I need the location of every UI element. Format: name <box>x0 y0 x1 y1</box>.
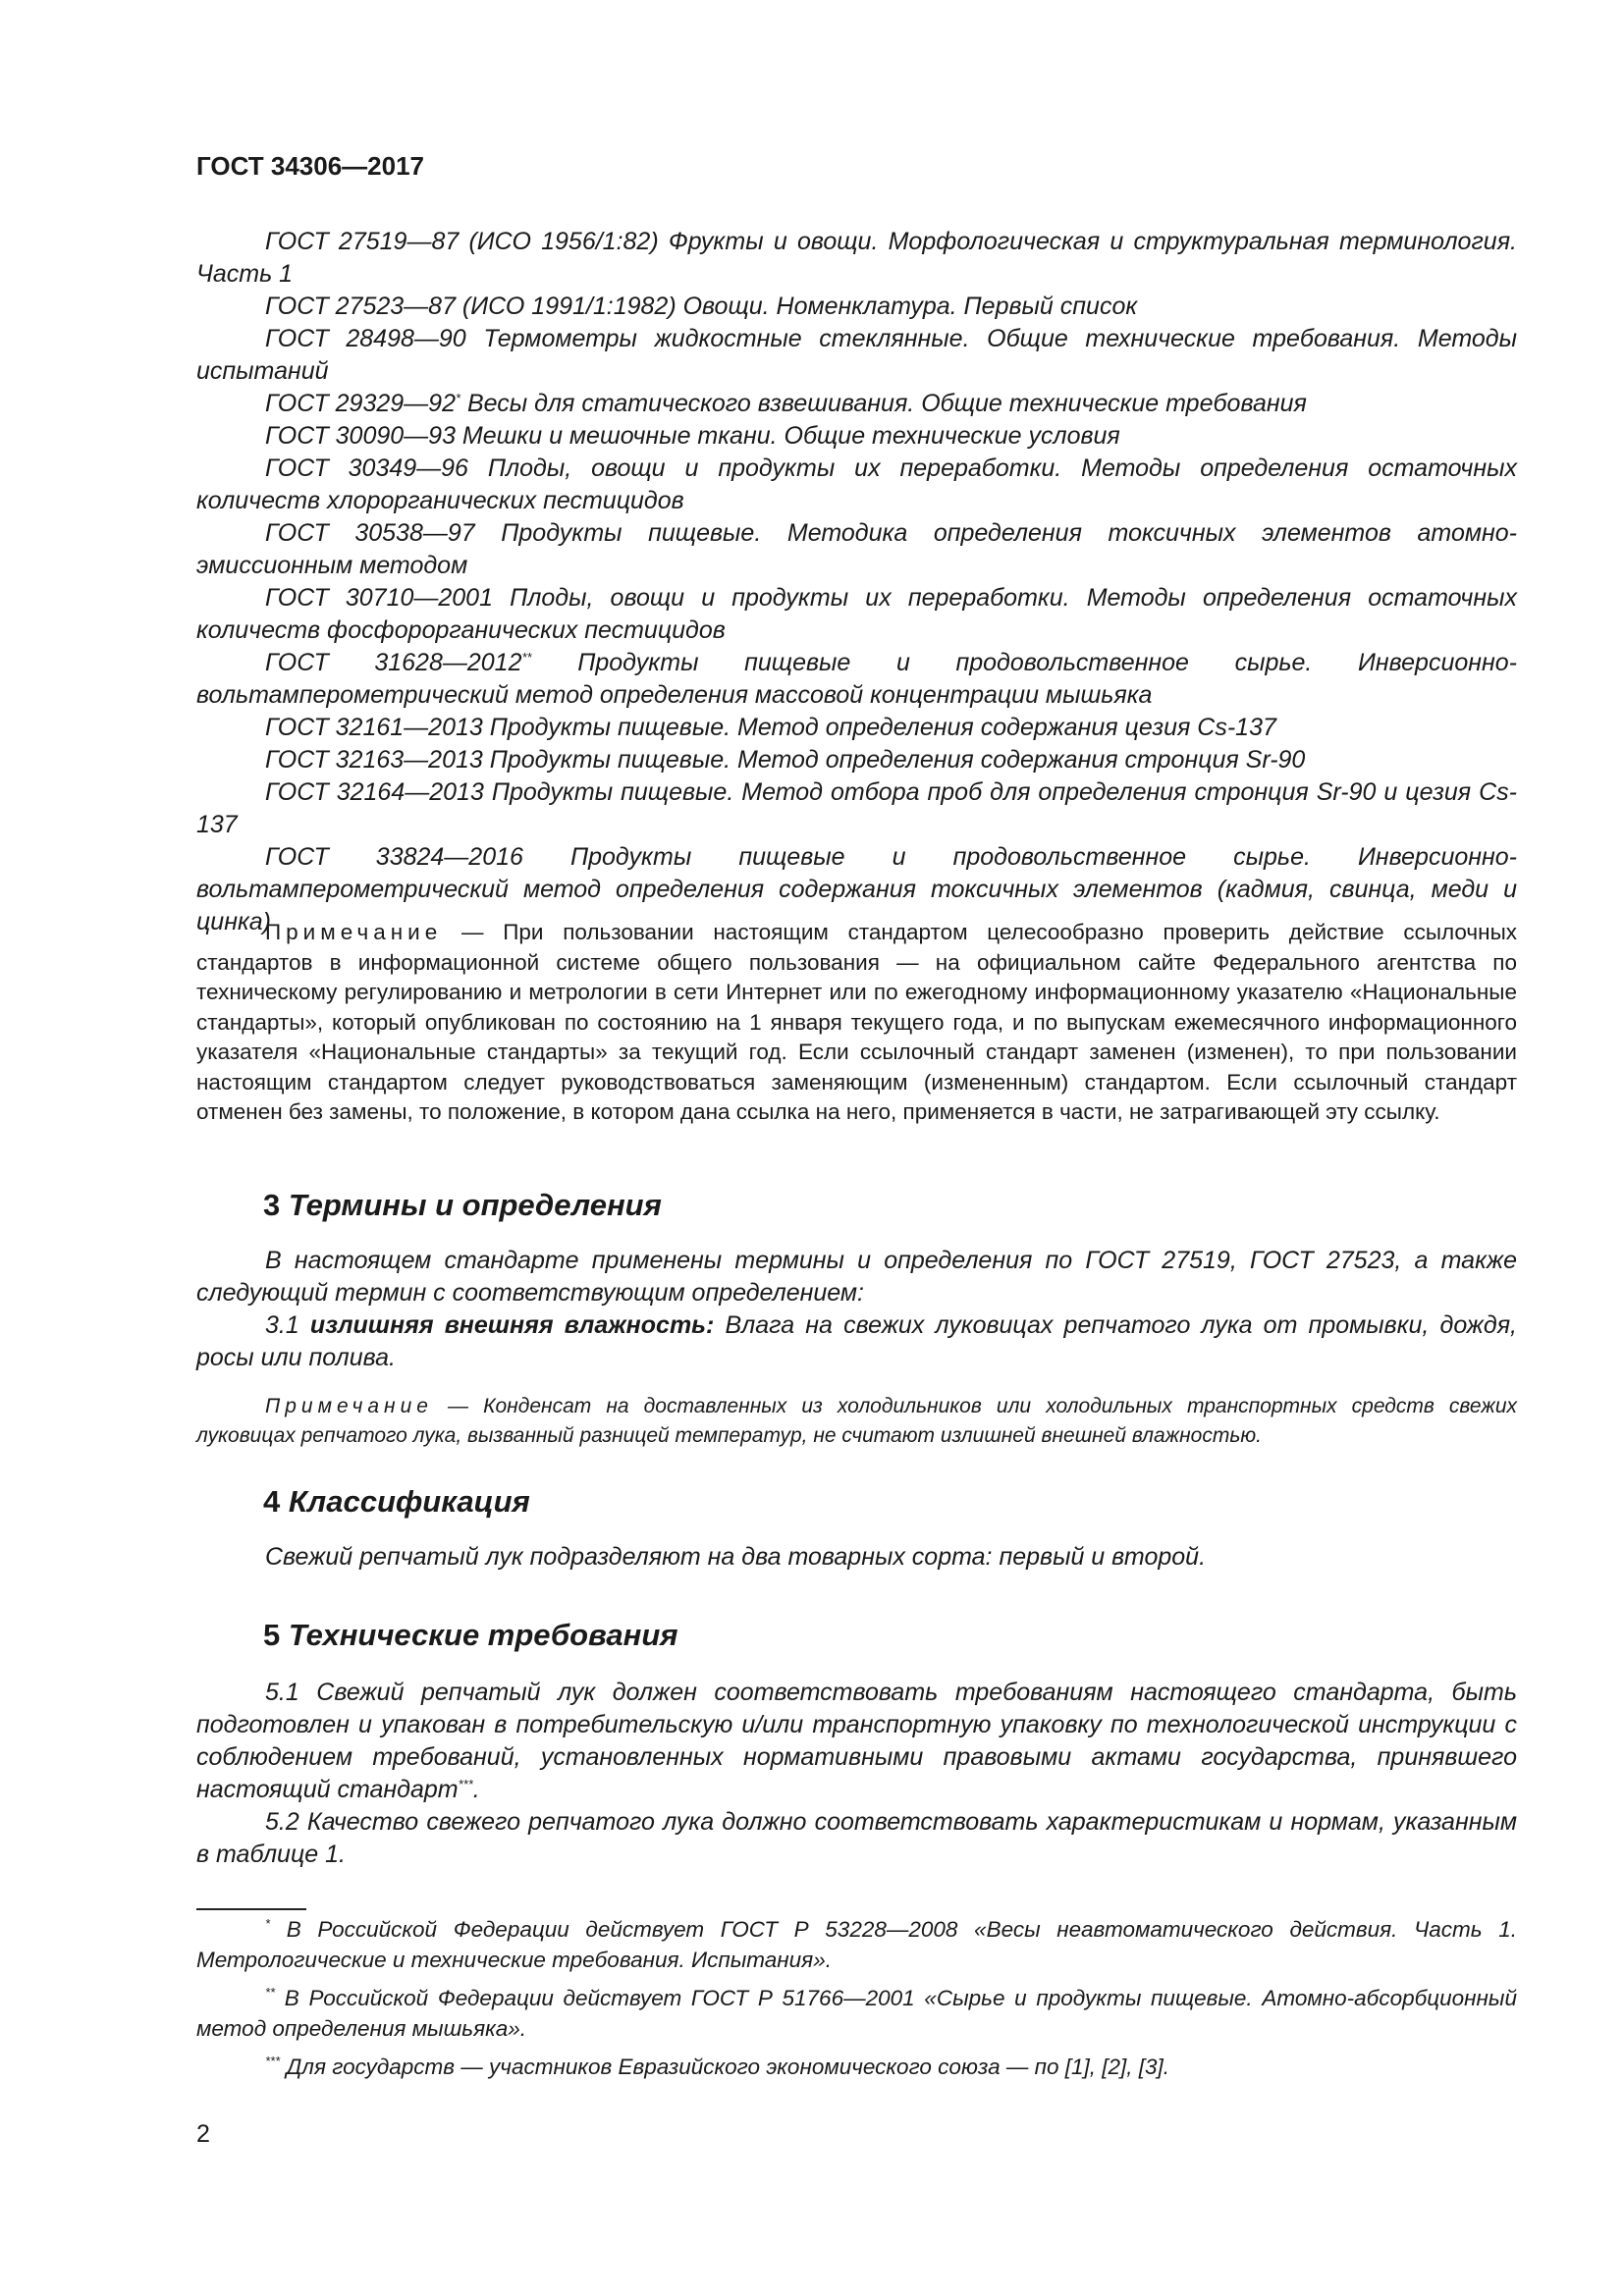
ref-code: ГОСТ 31628—2012 <box>265 649 522 676</box>
section-3-note <box>196 1392 1517 1451</box>
footnote-mark: *** <box>265 2054 281 2068</box>
term-definition <box>196 1309 1517 1374</box>
reference-item: ГОСТ 33824—2016 Продукты пищевые и продовольственное сырье. Инверсионно-вольтамперометрический метод определения содержания токсичных элементов (кадмия, свинца, меди и цинка) <box>196 843 1517 935</box>
reference-item: ГОСТ 30090—93 Мешки и мешочные ткани. Общие технические условия <box>265 422 1120 450</box>
reference-item: ГОСТ 30710—2001 Плоды, овощи и продукты их переработки. Методы определения остаточных количеств фосфорорганических пестицидов <box>196 584 1517 644</box>
section-number: 4 <box>263 1484 281 1519</box>
reference-item: ГОСТ 30538—97 Продукты пищевые. Методика определения токсичных элементов атомно-эмиссионным методом <box>196 519 1517 579</box>
clause-5-2: 5.2 Качество свежего репчатого лука должно соответствовать характеристикам и нормам, указанным в таблице 1. <box>196 1808 1517 1868</box>
references-note <box>196 918 1517 1128</box>
reference-item: ГОСТ 32163—2013 Продукты пищевые. Метод определения содержания стронция Sr-90 <box>265 746 1306 774</box>
ref-code: ГОСТ 29329—92 <box>265 390 456 417</box>
footnote <box>196 2052 1517 2082</box>
footnote-mark: *** <box>458 1777 473 1791</box>
definition: Влага на свежих луковицах репчатого лука от промывки, дождя, росы или полива. <box>196 1311 1517 1371</box>
section-5-heading <box>263 1618 678 1653</box>
section-4-body <box>196 1541 1517 1574</box>
normative-references-list <box>196 226 1517 938</box>
note-label: Примечание <box>265 1395 433 1417</box>
reference-item: ГОСТ 28498—90 Термометры жидкостные стеклянные. Общие технические требования. Методы испытаний <box>196 325 1517 385</box>
section-3-body <box>196 1245 1517 1374</box>
section-3-intro: В настоящем стандарте применены термины и определения по ГОСТ 27519, ГОСТ 27523, а также следующий термин с соответствующим определением: <box>196 1247 1517 1307</box>
page-number: 2 <box>196 2120 210 2148</box>
note-text: — Конденсат на доставленных из холодильников или холодильных транспортных средств свежих луковицах репчатого лука, вызванный разницей температур, не считают излишней внешней влажностью. <box>196 1395 1517 1447</box>
document-header: ГОСТ 34306—2017 <box>196 151 424 181</box>
section-title: Классификация <box>288 1484 530 1519</box>
footnote <box>196 1983 1517 2044</box>
footnote-separator <box>196 1908 306 1910</box>
footnote <box>196 1914 1517 1975</box>
section-number: 3 <box>263 1188 281 1222</box>
footnote-mark: * <box>455 391 461 405</box>
section-4-heading <box>263 1484 530 1520</box>
clause-end: . <box>472 1776 480 1803</box>
clause-5-1 <box>196 1677 1517 1806</box>
ref-title: Весы для статического взвешивания. Общие технические требования <box>460 390 1307 417</box>
footnote-text: Для государств — участников Евразийского экономического союза — по [1], [2], [3]. <box>280 2055 1170 2079</box>
term-number: 3.1 <box>265 1311 299 1339</box>
clause-text: 5.1 Свежий репчатый лук должен соответствовать требованиям настоящего стандарта, быть подготовлен и упакован в потребительскую и/или транспортную упаковку по технологической инструкции с соблюдением требований, установленных нормативными правовыми актами государства, принявшего настоящий стандарт <box>196 1679 1517 1803</box>
reference-item <box>196 647 1517 712</box>
ref-title: Продукты пищевые и продовольственное сырье. Инверсионно-вольтамперометрический метод определения массовой концентрации мышьяка <box>196 649 1517 709</box>
section-number: 5 <box>263 1618 281 1652</box>
section-5-body <box>196 1677 1517 1871</box>
reference-item: ГОСТ 32161—2013 Продукты пищевые. Метод определения содержания цезия Cs-137 <box>265 714 1276 741</box>
footnote-text: В Российской Федерации действует ГОСТ Р 53228—2008 «Весы неавтоматического действия. Часть 1. Метрологические и технические требования. Испытания». <box>196 1917 1517 1972</box>
footnote-mark: ** <box>265 1985 276 2000</box>
footnote-mark: ** <box>521 650 532 665</box>
reference-item: ГОСТ 27519—87 (ИСО 1956/1:82) Фрукты и овощи. Морфологическая и структуральная терминология. Часть 1 <box>196 228 1517 288</box>
note-label: Примечание <box>265 920 443 944</box>
footnote-mark: * <box>265 1916 271 1931</box>
footnotes <box>196 1914 1517 2090</box>
footnote-text: В Российской Федерации действует ГОСТ Р 51766—2001 «Сырье и продукты пищевые. Атомно-абсорбционный метод определения мышьяка». <box>196 1986 1517 2041</box>
reference-item: ГОСТ 27523—87 (ИСО 1991/1:1982) Овощи. Номенклатура. Первый список <box>265 293 1138 320</box>
term: излишняя внешняя влажность: <box>309 1311 715 1339</box>
reference-item: ГОСТ 30349—96 Плоды, овощи и продукты их переработки. Методы определения остаточных количеств хлорорганических пестицидов <box>196 454 1517 514</box>
section-4-text: Свежий репчатый лук подразделяют на два товарных сорта: первый и второй. <box>265 1543 1207 1571</box>
section-title: Технические требования <box>288 1618 678 1652</box>
note-text: — При пользовании настоящим стандартом целесообразно проверить действие ссылочных стандартов в информационной системе общего пользования — на официальном сайте Федерального агентства по техническому регулированию и метрологии в сети Интернет или по ежегодному информационному указателю «Национальные стандарты», который опубликован по состоянию на 1 января текущего года, и по выпускам ежемесячного информационного указателя «Национальные стандарты» за текущий год. Если ссылочный стандарт заменен (изменен), то при пользовании настоящим стандартом следует руководствоваться заменяющим (измененным) стандартом. Если ссылочный стандарт отменен без замены, то положение, в котором дана ссылка на него, применяется в части, не затрагивающей эту ссылку. <box>196 920 1517 1124</box>
section-title: Термины и определения <box>288 1188 662 1222</box>
section-3-heading <box>263 1188 662 1223</box>
reference-item: ГОСТ 32164—2013 Продукты пищевые. Метод отбора проб для определения стронция Sr-90 и цезия Cs-137 <box>196 778 1517 838</box>
reference-item <box>196 388 1517 420</box>
